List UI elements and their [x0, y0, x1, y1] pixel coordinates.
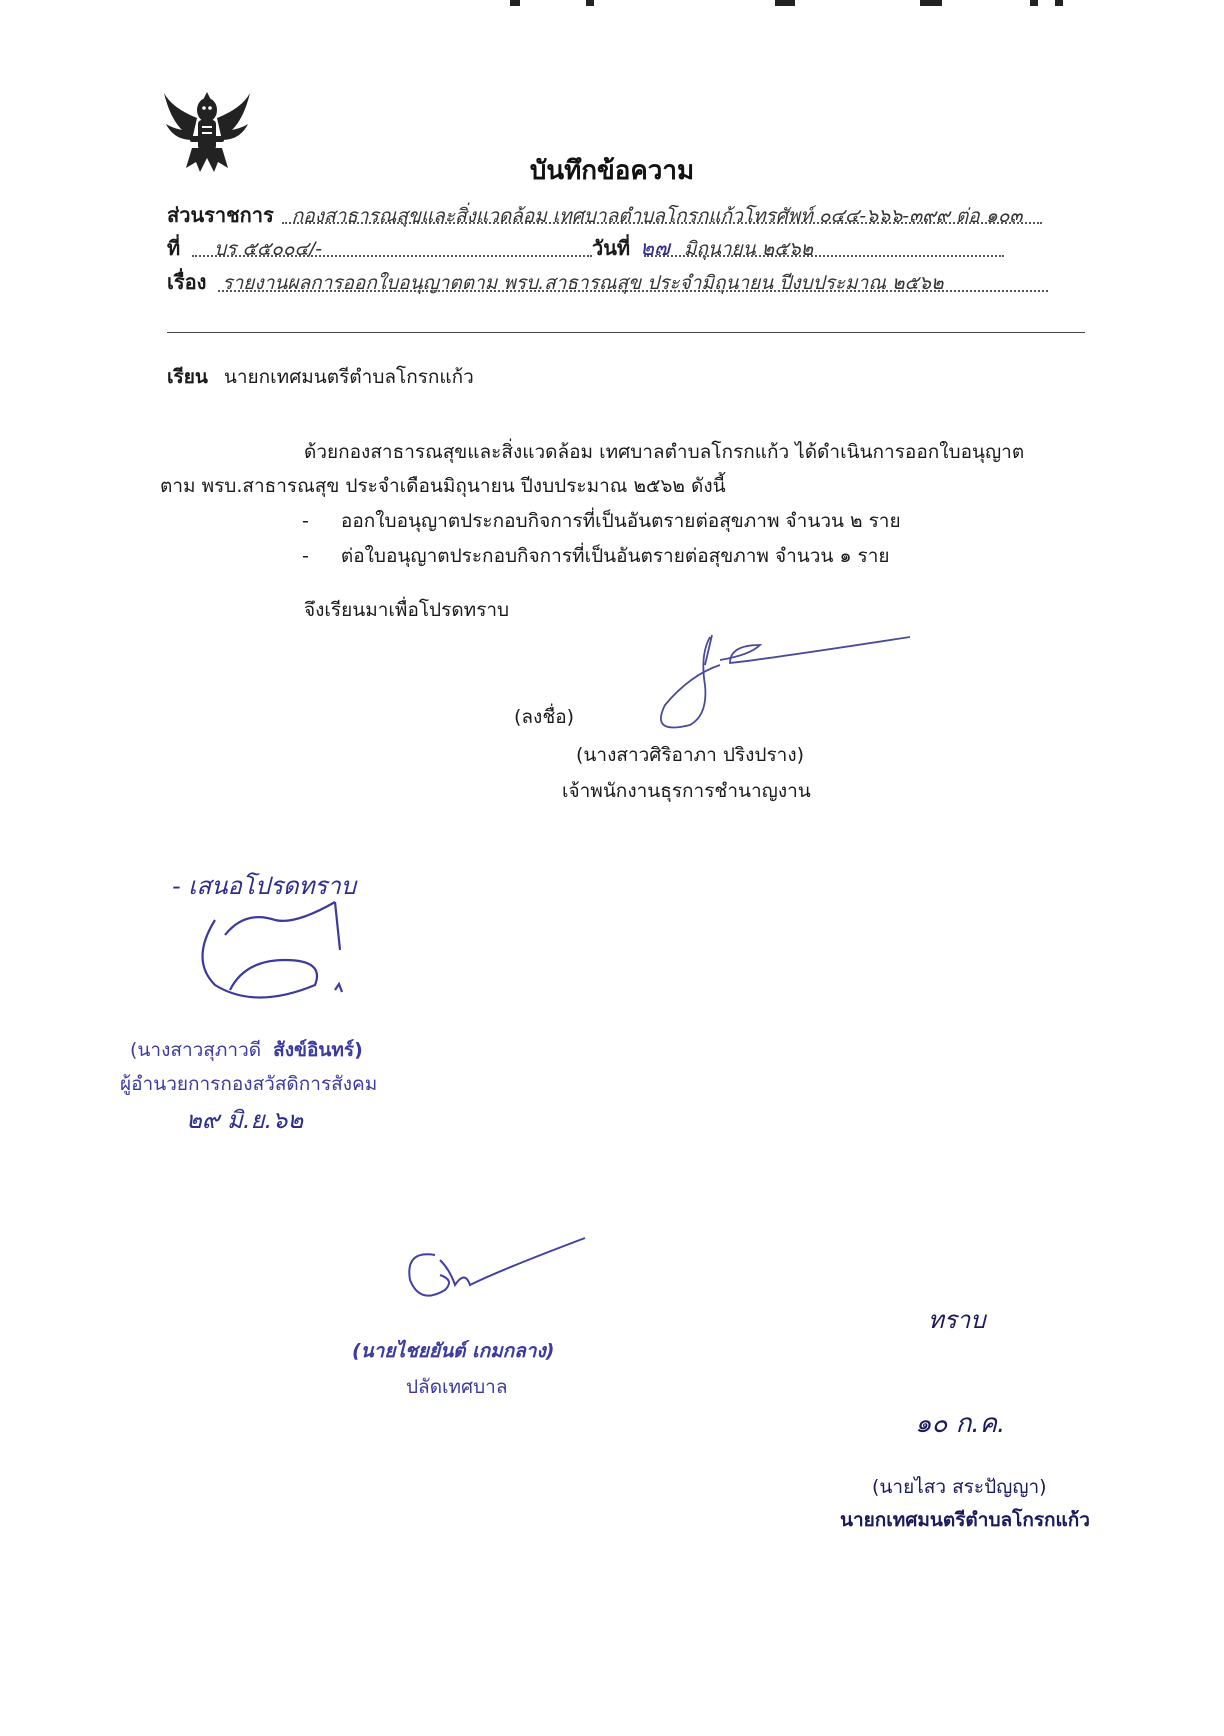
signer-title: เจ้าพนักงานธุรการชำนาญงาน	[562, 780, 811, 802]
mayor-date: ๑๐ ก.ค.	[915, 1409, 1006, 1439]
ref-dotted-line	[192, 255, 592, 257]
paragraph-line-2: ตาม พรบ.สาธารณสุข ประจำเดือนมิถุนายน ปีงบประมาณ ๒๕๖๒ ดังนี้	[160, 475, 726, 497]
mayor-title: นายกเทศมนตรีตำบลโกรกแก้ว	[840, 1509, 1090, 1531]
director-date: ๒๙ มิ.ย.๖๒	[186, 1106, 304, 1134]
header-divider	[167, 332, 1085, 333]
ref-value: บร ๕๕๐๐๔/-	[214, 238, 323, 260]
director-title: ผู้อำนวยการกองสวัสดิการสังคม	[120, 1073, 378, 1095]
director-name	[130, 1035, 363, 1065]
subject-dotted-line	[218, 290, 1048, 292]
deputy-name: (นายไชยยันต์ เกมกลาง)	[352, 1340, 555, 1362]
signer-name: (นางสาวศิริอาภา ปริงปราง)	[576, 744, 805, 766]
director-signature	[185, 890, 345, 1030]
director-name-bold: สังข์อินทร์)	[273, 1039, 363, 1061]
mayor-name: (นายไสว สระปัญญา)	[872, 1476, 1047, 1498]
document-title: บันทึกข้อความ	[529, 156, 695, 186]
subject-label: เรื่อง	[167, 270, 207, 294]
date-dotted-line	[644, 255, 1004, 257]
division-row	[167, 199, 1022, 231]
date-rest: มิถุนายน ๒๕๖๒	[683, 238, 814, 260]
bullet-text: ออกใบอนุญาตประกอบกิจการที่เป็นอันตรายต่อสุขภาพ จำนวน ๒ ราย	[340, 510, 901, 532]
closing-text: จึงเรียนมาเพื่อโปรดทราบ	[304, 599, 510, 621]
officer-signature	[610, 625, 910, 745]
mayor-note: ทราบ	[928, 1306, 986, 1334]
division-value: กองสาธารณสุขและสิ่งแวดล้อม เทศบาลตำบลโกรกแก้วโทรศัพท์ ๐๔๔-๖๖๖-๓๙๙ ต่อ ๑๐๓	[291, 205, 1023, 227]
salutation	[167, 362, 474, 392]
bullet-1	[302, 506, 901, 536]
deputy-title: ปลัดเทศบาล	[406, 1376, 508, 1398]
bullet-mark: -	[302, 545, 309, 567]
sign-label: (ลงชื่อ)	[514, 706, 575, 728]
date-label: วันที่	[592, 236, 631, 260]
bullet-2	[302, 541, 890, 571]
scan-artifacts	[0, 0, 1224, 8]
paragraph-line-1: ด้วยกองสาธารณสุขและสิ่งแวดล้อม เทศบาลตำบลโกรกแก้ว ได้ดำเนินการออกใบอนุญาต	[304, 441, 1025, 463]
division-label: ส่วนราชการ	[167, 203, 274, 227]
director-note: - เสนอโปรดทราบ	[172, 872, 356, 900]
to-value: นายกเทศมนตรีตำบลโกรกแก้ว	[223, 366, 474, 388]
subject-value: รายงานผลการออกใบอนุญาตตาม พรบ.สาธารณสุข ประจำมิถุนายน ปีงบประมาณ ๒๕๖๒	[222, 272, 944, 294]
division-dotted-line	[282, 222, 1042, 224]
date-row	[592, 232, 813, 265]
bullet-mark: -	[302, 510, 309, 532]
bullet-text: ต่อใบอนุญาตประกอบกิจการที่เป็นอันตรายต่อสุขภาพ จำนวน ๑ ราย	[340, 545, 890, 567]
date-day: ๒๗	[640, 236, 670, 260]
to-label: เรียน	[167, 366, 208, 388]
ref-label: ที่	[167, 236, 181, 260]
deputy-signature	[400, 1230, 600, 1320]
ref-row	[167, 232, 322, 264]
director-name-plain: (นางสาวสุภาวดี	[130, 1039, 262, 1061]
subject-row	[167, 266, 944, 298]
